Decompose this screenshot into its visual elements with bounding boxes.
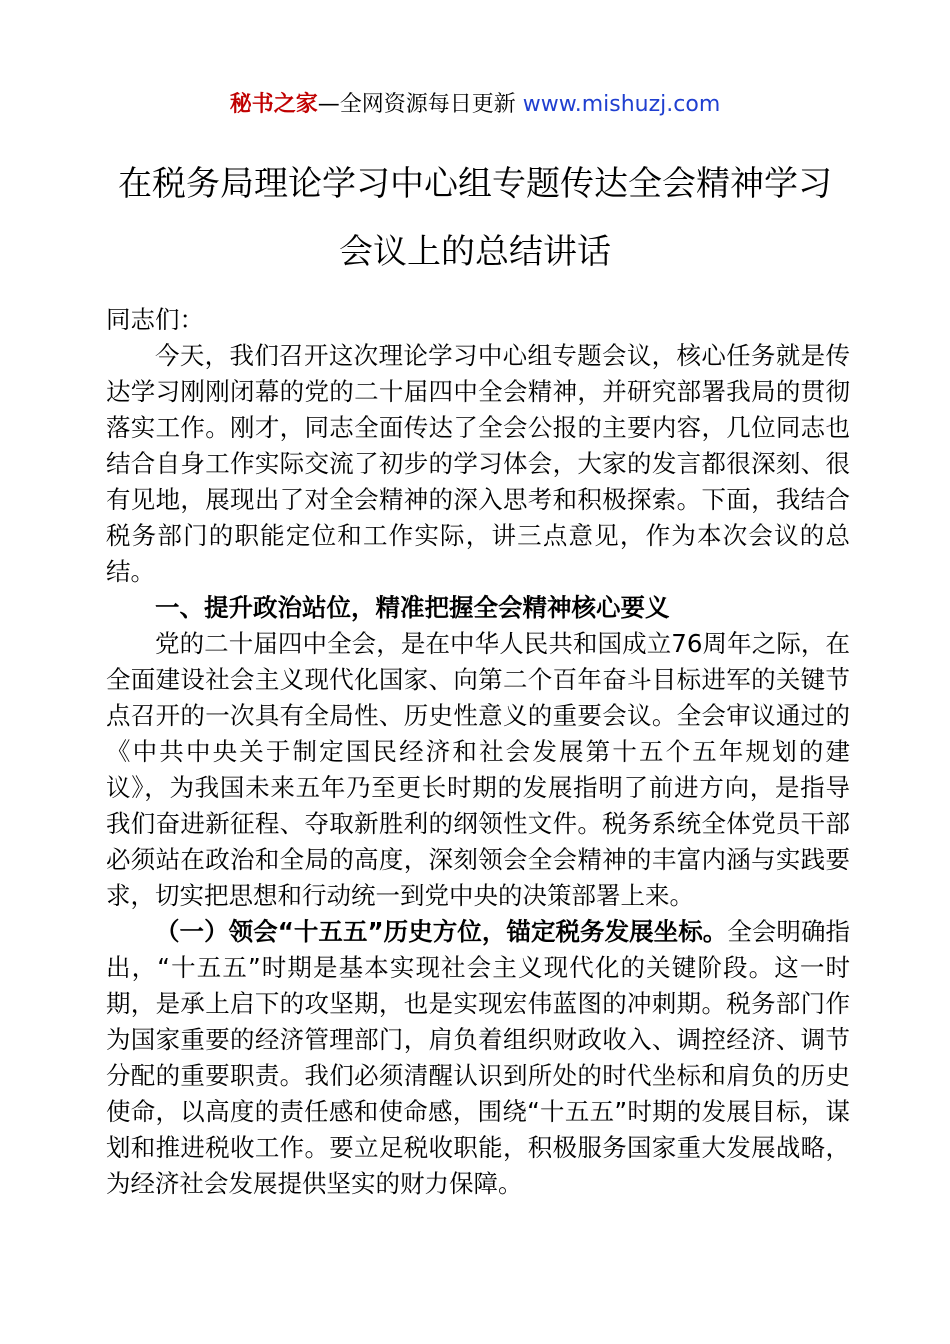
title-line-2: 会议上的总结讲话 bbox=[339, 232, 611, 272]
subsection-1-heading: （一）领会“十五五”历史方位，锚定税务发展坐标。 bbox=[155, 917, 728, 946]
brand-name: 秘书之家 bbox=[229, 92, 318, 117]
section-1-heading: 一、提升政治站位，精准把握全会精神核心要义 bbox=[155, 593, 670, 622]
section-1-paragraph: 党的二十届四中全会，是在中华人民共和国成立76周年之际，在全面建设社会主义现代化国家、向第二个百年奋斗目标进军的关键节点召开的一次具有全局性、历史性意义的重要会议。全会审议通过的《中共中央关于制定国民经济和社会发展第十五个五年规划的建议》，为我国未来五年乃至更长时期的发展指明了前进方向，是指导我们奋进新征程、夺取新胜利的纲领性文件。税务系统全体党员干部必须站在政治和全局的高度，深刻领会全会精神的丰富内涵与实践要求，切实把思想和行动统一到党中央的决策部署上来。 bbox=[106, 629, 850, 910]
subsection-1-paragraph bbox=[106, 914, 850, 1202]
title-line-1: 在税务局理论学习中心组专题传达全会精神学习 bbox=[118, 164, 832, 204]
document-body bbox=[106, 302, 850, 1202]
site-header bbox=[0, 88, 950, 122]
salutation: 同志们： bbox=[106, 305, 204, 334]
site-url-link[interactable]: www.mishuzj.com bbox=[522, 92, 721, 117]
document-title bbox=[95, 150, 855, 286]
intro-paragraph: 今天，我们召开这次理论学习中心组专题会议，核心任务就是传达学习刚刚闭幕的党的二十届四中全会精神，并研究部署我局的贯彻落实工作。刚才，同志全面传达了全会公报的主要内容，几位同志也结合自身工作实际交流了初步的学习体会，大家的发言都很深刻、很有见地，展现出了对全会精神的深入思考和积极探索。下面，我结合税务部门的职能定位和工作实际，讲三点意见，作为本次会议的总结。 bbox=[106, 341, 850, 586]
header-tagline: —全网资源每日更新 bbox=[317, 92, 516, 117]
subsection-1-text: 全会明确指出，“十五五”时期是基本实现社会主义现代化的关键阶段。这一时期，是承上启下的攻坚期，也是实现宏伟蓝图的冲刺期。税务部门作为国家重要的经济管理部门，肩负着组织财政收入、调控经济、调节分配的重要职责。我们必须清醒认识到所处的时代坐标和肩负的历史使命，以高度的责任感和使命感，围绕“十五五”时期的发展目标，谋划和推进税收工作。要立足税收职能，积极服务国家重大发展战略，为经济社会发展提供坚实的财力保障。 bbox=[106, 917, 851, 1198]
